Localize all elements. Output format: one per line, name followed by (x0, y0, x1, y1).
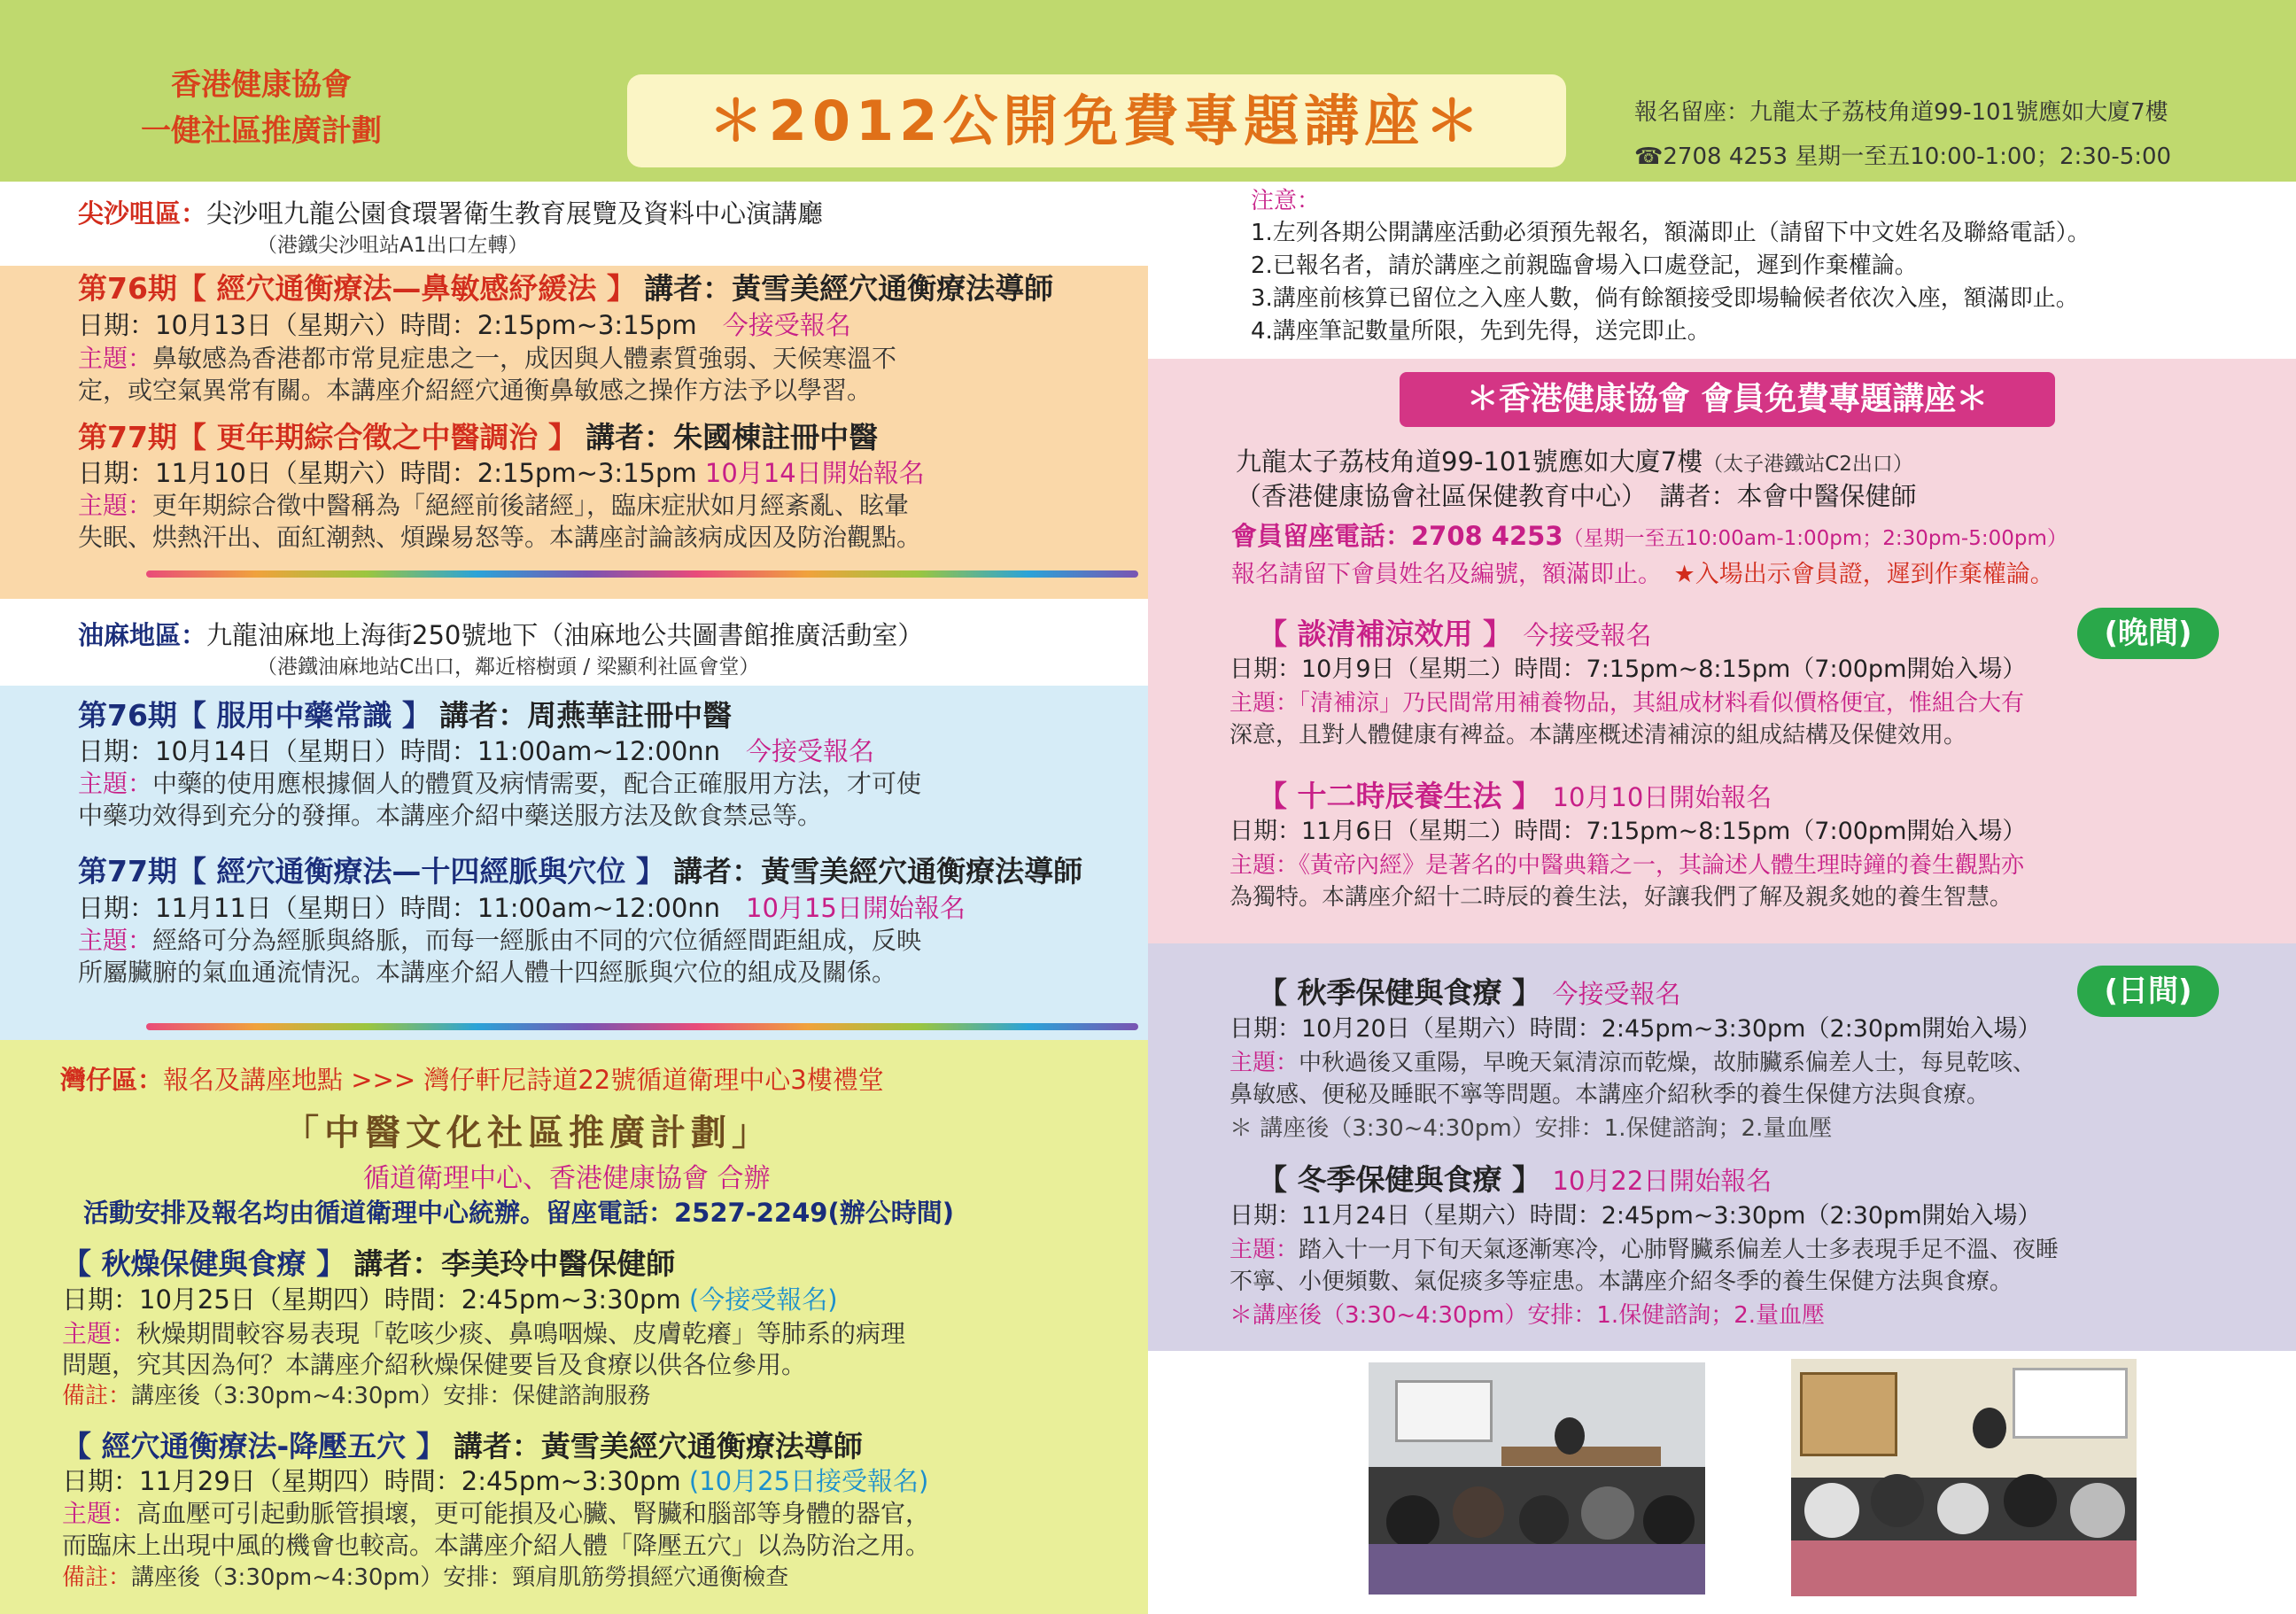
org-line-1: 香港健康協會 (171, 67, 352, 103)
wc-lecture-1-topic-label: 主題： (62, 1319, 137, 1348)
photo-1-table (1501, 1447, 1661, 1466)
photo-1-audience (1453, 1486, 1504, 1538)
wc-lecture-1-date-line (62, 1283, 838, 1316)
tst-lecture-2-title: 第77期【 更年期綜合徵之中醫調治 】 (78, 420, 578, 454)
member-address: 九龍太子荔枝角道99-101號應如大廈7樓 (1236, 446, 1703, 477)
member-day-1-topic-line-1 (1229, 1046, 2036, 1080)
photo-1-audience (1519, 1495, 1569, 1545)
photo-2-audience (1804, 1483, 1859, 1538)
wc-lecture-2-topic-1: 高血壓可引起動脈管損壞，更可能損及心臟、腎臟和腦部等身體的器官， (136, 1499, 931, 1528)
wc-lecture-2-speaker: 講者：黃雪美經穴通衡療法導師 (453, 1429, 863, 1463)
tst-region-label: 尖沙咀區： (78, 198, 207, 229)
wc-lecture-2-title: 【 經穴通衡療法-降壓五穴 】 (62, 1429, 446, 1463)
notice-item-1: 1.左列各期公開講座活動必須預先報名，額滿即止（請留下中文姓名及聯絡電話）。 (1251, 220, 2090, 246)
wc-lecture-1-note-label: 備註： (62, 1383, 132, 1409)
member-evening-1-topic-1: 「清補涼」乃民間常用補養物品，其組成材料看似價格便宜，惟組合大有 (1299, 690, 2025, 717)
member-day-1-topic-1: 中秋過後又重陽，早晚天氣清涼而乾燥，故肺臟系偏差人士，每見乾咳、 (1299, 1050, 2036, 1076)
wc-region-label: 灣仔區： (60, 1065, 164, 1095)
ymt-lecture-2-title: 第77期【 經穴通衡療法—十四經脈與穴位 】 (78, 854, 665, 888)
photo-2-speaker (1973, 1408, 2006, 1448)
ymt-lecture-2-date: 日期：11月11日（星期日）時間：11:00am~12:00nn (78, 893, 721, 923)
member-rule-1: 報名請留下會員姓名及編號，額滿即止。 (1231, 561, 1650, 588)
member-day-1-header (1258, 976, 1681, 1011)
ymt-transit: （港鐵油麻地站C出口，鄰近榕樹頭 / 梁顯利社區會堂） (257, 656, 760, 679)
member-day-1-title: 【 秋季保健與食療 】 (1258, 975, 1527, 1010)
member-center-line (1236, 479, 1917, 513)
registration-address: 報名留座：九龍太子荔枝角道99-101號應如大廈7樓 (1634, 99, 2168, 126)
member-evening-2-title: 【 十二時辰養生法 】 (1258, 779, 1527, 813)
tst-lecture-1-speaker: 講者：黃雪美經穴通衡療法導師 (644, 271, 1054, 306)
member-day-2-topic-line-1 (1229, 1233, 2059, 1267)
member-evening-1-topic-line-1 (1229, 687, 2024, 720)
wc-lecture-1-status: (今接受報名) (688, 1284, 838, 1315)
member-rule-2: ★入場出示會員證，遲到作棄權論。 (1673, 561, 2054, 588)
photo-2-audience (1871, 1474, 1924, 1527)
tst-lecture-2-speaker: 講者：朱國棟註冊中醫 (586, 420, 879, 454)
ymt-lecture-2-header (78, 855, 1082, 889)
photo-1-speaker (1555, 1417, 1585, 1455)
photo-2-whiteboard (2013, 1368, 2128, 1439)
wc-lecture-2-header (62, 1430, 863, 1464)
wc-lecture-2-note-label: 備註： (62, 1564, 132, 1591)
tst-lecture-1-header (78, 272, 1053, 307)
tst-lecture-2-topic-line-1 (78, 489, 909, 523)
tst-lecture-1-topic-label: 主題： (78, 344, 153, 373)
tst-lecture-1-topic-line-1 (78, 342, 896, 376)
wc-coorganizers: 循道衛理中心、香港健康協會 合辦 (363, 1163, 771, 1194)
member-speaker: 講者：本會中醫保健師 (1659, 481, 1917, 511)
ymt-lecture-2-topic-1: 經絡可分為經脈與絡脈，而每一經脈由不同的穴位循經間距組成，反映 (152, 926, 922, 955)
member-address-note: （太子港鐵站C2出口） (1703, 453, 1913, 476)
main-title: ＊2012公開免費專題講座＊ (708, 89, 1485, 153)
wc-venue-line (60, 1063, 884, 1097)
photo-2-audience (1937, 1483, 1989, 1534)
member-phone: 會員留座電話：2708 4253 (1231, 521, 1563, 551)
tst-lecture-2-date: 日期：11月10日（星期六）時間：2:15pm~3:15pm (78, 458, 697, 488)
wc-lecture-1-topic-1: 秋燥期間較容易表現「乾咳少痰、鼻鳴咽燥、皮膚乾癢」等肺系的病理 (136, 1319, 906, 1348)
tst-lecture-1-date-line (78, 308, 851, 342)
wc-lecture-1-note: 講座後（3:30pm~4:30pm）安排：保健諮詢服務 (131, 1383, 651, 1409)
tst-lecture-1-topic-1: 鼻敏感為香港都市常見症患之一，成因與人體素質強弱、天候寒溫不 (152, 344, 897, 373)
tst-venue-line (78, 197, 823, 230)
member-phone-hours: （星期一至五10:00am-1:00pm；2:30pm-5:00pm） (1563, 527, 2067, 550)
member-lecture-title: ＊香港健康協會 會員免費專題講座＊ (1400, 372, 2055, 427)
member-evening-1-topic-label: 主題： (1229, 690, 1299, 717)
ymt-region-label: 油麻地區： (78, 620, 207, 650)
member-phone-line (1231, 519, 2067, 555)
wc-lecture-1-topic-2: 問題，究其因為何？本講座介紹秋燥保健要旨及食療以供各位參用。 (62, 1350, 807, 1379)
lecture-photo-2 (1791, 1359, 2137, 1596)
ymt-venue-line (78, 618, 923, 652)
ymt-venue: 九龍油麻地上海街250號地下（油麻地公共圖書館推廣活動室） (206, 620, 924, 650)
member-evening-2-header (1258, 780, 1772, 814)
registration-phone: ☎2708 4253 星期一至五10:00-1:00；2:30-5:00 (1634, 144, 2172, 170)
notice-item-3: 3.講座前核算已留位之入座人數，倘有餘額接受即場輪候者依次入座，額滿即止。 (1251, 285, 2079, 312)
wc-lecture-1-speaker: 講者：李美玲中醫保健師 (353, 1246, 676, 1281)
member-day-1-date: 日期：10月20日（星期六）時間：2:45pm~3:30pm（2:30pm開始入場） (1229, 1015, 2042, 1043)
member-day-2-header (1258, 1163, 1772, 1198)
ymt-lecture-1-date: 日期：10月14日（星期日）時間：11:00am~12:00nn (78, 736, 721, 766)
member-evening-1-date: 日期：10月9日（星期二）時間：7:15pm~8:15pm（7:00pm開始入場） (1229, 656, 2027, 683)
notice-label: 注意： (1251, 188, 1321, 214)
tst-lecture-2-topic-1: 更年期綜合徵中醫稱為「絕經前後諸經」，臨床症狀如月經紊亂、眩暈 (152, 491, 910, 520)
decorative-stripe-1 (146, 570, 1138, 578)
photo-1-board (1395, 1380, 1493, 1442)
ymt-lecture-1-title: 第76期【 服用中藥常識 】 (78, 698, 431, 733)
member-rules-line (1231, 558, 2054, 592)
member-day-1-topic-2: 鼻敏感、便秘及睡眠不寧等問題。本講座介紹秋季的養生保健方法與食療。 (1229, 1082, 1990, 1108)
ymt-lecture-2-speaker: 講者：黃雪美經穴通衡療法導師 (673, 854, 1083, 888)
member-day-2-date: 日期：11月24日（星期六）時間：2:45pm~3:30pm（2:30pm開始入場） (1229, 1202, 2042, 1230)
ymt-lecture-1-status: 今接受報名 (746, 736, 875, 766)
registration-info (1634, 90, 2272, 179)
member-evening-2-date: 日期：11月6日（星期二）時間：7:15pm~8:15pm（7:00pm開始入場） (1229, 818, 2027, 845)
member-day-2-note: ＊講座後（3:30~4:30pm）安排：1.保健諮詢；2.量血壓 (1229, 1302, 1826, 1329)
wc-arrangement: 活動安排及報名均由循道衛理中心統辦。留座電話：2527-2249(辦公時間) (83, 1198, 954, 1228)
member-day-1-note: ＊ 講座後（3:30~4:30pm）安排：1.保健諮詢；2.量血壓 (1229, 1115, 1833, 1142)
member-day-1-topic-label: 主題： (1229, 1050, 1299, 1076)
wc-lecture-1-topic-line-1 (62, 1317, 905, 1351)
photo-2-poster (1800, 1372, 1897, 1456)
member-evening-2-topic-line-1 (1229, 849, 2024, 882)
ymt-lecture-1-topic-1: 中藥的使用應根據個人的體質及病情需要，配合正確服用方法，才可使 (152, 769, 922, 798)
decorative-stripe-2 (146, 1023, 1138, 1030)
ymt-lecture-2-status: 10月15日開始報名 (746, 893, 966, 923)
tst-lecture-2-topic-2: 失眠、烘熱汗出、面紅潮熱、煩躁易怒等。本講座討論該病成因及防治觀點。 (78, 523, 922, 552)
member-evening-1-title: 【 談清補涼效用 】 (1258, 617, 1498, 651)
member-day-2-title: 【 冬季保健與食療 】 (1258, 1162, 1527, 1197)
wc-lecture-1-note-line (62, 1379, 650, 1413)
day-badge: (日間) (2077, 966, 2219, 1017)
ymt-lecture-2-topic-2: 所屬臟腑的氣血通流情況。本講座介紹人體十四經脈與穴位的組成及關係。 (78, 958, 897, 987)
lecture-photo-1 (1369, 1362, 1705, 1595)
wc-lecture-1-title: 【 秋燥保健與食療 】 (62, 1246, 345, 1281)
wc-venue: 報名及講座地點 >>> 灣仔軒尼詩道22號循道衛理中心3樓禮堂 (163, 1065, 884, 1095)
member-evening-1-status: 今接受報名 (1523, 620, 1652, 650)
ymt-lecture-1-date-line (78, 734, 874, 768)
notice-item-4: 4.講座筆記數量所限，先到先得，送完即止。 (1251, 318, 1710, 345)
wc-lecture-2-date: 日期：11月29日（星期四）時間：2:45pm~3:30pm (62, 1466, 681, 1496)
org-line-2: 一健社區推廣計劃 (141, 113, 382, 149)
tst-venue: 尖沙咀九龍公園食環署衛生教育展覽及資料中心演講廳 (206, 198, 824, 229)
member-evening-2-status: 10月10日開始報名 (1552, 782, 1772, 812)
wc-lecture-2-topic-2: 而臨床上出現中風的機會也較高。本講座介紹人體「降壓五穴」以為防治之用。 (62, 1531, 931, 1560)
evening-badge: (晚間) (2077, 608, 2219, 659)
ymt-lecture-1-header (78, 699, 732, 733)
photo-1-audience (1581, 1486, 1634, 1540)
ymt-lecture-1-speaker: 講者：周燕華註冊中醫 (439, 698, 733, 733)
member-day-2-topic-2: 不寧、小便頻數、氣促痰多等症患。本講座介紹冬季的養生保健方法與食療。 (1229, 1269, 2013, 1295)
ymt-lecture-1-topic-line-1 (78, 767, 921, 801)
tst-lecture-2-status: 10月14日開始報名 (704, 458, 925, 488)
tst-lecture-2-header (78, 421, 878, 455)
tst-lecture-2-date-line (78, 456, 925, 490)
main-title-box (627, 74, 1566, 167)
member-address-line (1236, 445, 1913, 481)
wc-lecture-1-header (62, 1247, 675, 1282)
ymt-lecture-1-topic-label: 主題： (78, 769, 153, 798)
photo-2-shirts (1791, 1540, 2137, 1596)
member-evening-2-topic-label: 主題： (1229, 852, 1299, 879)
wc-lecture-2-date-line (62, 1464, 928, 1498)
photo-1-audience (1643, 1495, 1695, 1547)
wc-lecture-2-topic-label: 主題： (62, 1499, 137, 1528)
photo-2-audience (2070, 1483, 2125, 1538)
photo-1-shirts (1369, 1544, 1705, 1595)
notice-item-2: 2.已報名者，請於講座之前親臨會場入口處登記，遲到作棄權論。 (1251, 252, 1918, 279)
member-day-2-topic-label: 主題： (1229, 1237, 1299, 1263)
photo-2-audience (2004, 1474, 2057, 1527)
wc-lecture-2-note: 講座後（3:30pm~4:30pm）安排：頸肩肌筋勞損經穴通衡檢查 (131, 1564, 789, 1591)
member-evening-1-header (1258, 617, 1652, 652)
wc-lecture-2-status: (10月25日接受報名) (688, 1466, 929, 1496)
photo-1-audience (1386, 1495, 1439, 1548)
wc-program-title: 「中醫文化社區推廣計劃」 (283, 1113, 772, 1153)
member-day-2-topic-1: 踏入十一月下旬天氣逐漸寒冷，心肺腎臟系偏差人士多表現手足不溫、夜睡 (1299, 1237, 2059, 1263)
member-center: （香港健康協會社區保健教育中心） (1236, 481, 1634, 511)
tst-lecture-2-topic-label: 主題： (78, 491, 153, 520)
member-evening-2-topic-1: 《黃帝內經》是著名的中醫典籍之一，其論述人體生理時鐘的養生觀點亦 (1299, 852, 2025, 879)
member-day-1-status: 今接受報名 (1552, 979, 1681, 1009)
ymt-lecture-1-topic-2: 中藥功效得到充分的發揮。本講座介紹中藥送服方法及飲食禁忌等。 (78, 801, 823, 830)
wc-lecture-2-topic-line-1 (62, 1497, 930, 1531)
tst-transit: （港鐵尖沙咀站A1出口左轉） (257, 234, 529, 257)
ymt-lecture-2-topic-line-1 (78, 924, 921, 958)
tst-lecture-1-title: 第76期【 經穴通衡療法—鼻敏感紓緩法 】 (78, 271, 636, 306)
tst-lecture-1-date: 日期：10月13日（星期六）時間：2:15pm~3:15pm (78, 310, 697, 340)
wc-lecture-2-note-line (62, 1561, 788, 1595)
tst-lecture-1-topic-2: 定，或空氣異常有關。本講座介紹經穴通衡鼻敏感之操作方法予以學習。 (78, 376, 873, 405)
wc-lecture-1-date: 日期：10月25日（星期四）時間：2:45pm~3:30pm (62, 1284, 681, 1315)
member-evening-1-topic-2: 深意，且對人體健康有裨益。本講座概述清補涼的組成結構及保健效用。 (1229, 722, 1967, 749)
ymt-lecture-2-date-line (78, 891, 966, 925)
tst-lecture-1-status: 今接受報名 (722, 310, 851, 340)
member-day-2-status: 10月22日開始報名 (1552, 1166, 1772, 1196)
member-evening-2-topic-2: 為獨特。本講座介紹十二時辰的養生法，好讓我們了解及親炙她的養生智慧。 (1229, 884, 2013, 911)
organization-name (75, 62, 447, 154)
ymt-lecture-2-topic-label: 主題： (78, 926, 153, 955)
